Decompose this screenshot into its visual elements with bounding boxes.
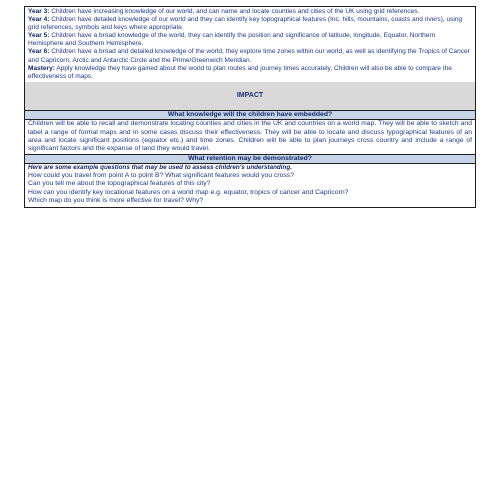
impact-header	[24, 82, 476, 111]
year-3-text: Children have increasing knowledge of our world, and can name and locate counties and cities of the UK using grid references.	[49, 8, 420, 15]
knowledge-body: Children will be able to recall and demonstrate locating counties and cities in the UK and countries on a world map. They will be able to sketch and label a range of formal maps and in some cases discuss their effectiveness. They will be able to locate and discuss typographical features of an area and locate significant positions (equator etc.) and time zones. Children will be able to plan journeys cross country and include a range of significant factors and the expanse of land they would travel.	[28, 120, 472, 153]
retention-question: Which map do you think is more effective for travel? Why?	[28, 197, 204, 205]
mastery-entry	[28, 65, 472, 81]
year-3-entry	[28, 8, 472, 16]
year-6-entry	[28, 48, 472, 64]
year-5-text: Children have a broad knowledge of the world, they can identify the position and significance of latitude, longitude, Equator, Northern Hemisphere and Southern Hemisphere.	[28, 32, 436, 48]
year-5-entry	[28, 32, 472, 48]
retention-question: Can you tell me about the topographical features of this city?	[28, 180, 211, 188]
mastery-text: Apply knowledge they have gained about the world to plan routes and journey times accurately. Children will also be able to compare the effectiveness of maps.	[28, 64, 452, 80]
year-3-label: Year 3:	[28, 8, 50, 15]
year-4-entry	[28, 16, 472, 32]
year-5-label: Year 5:	[28, 32, 50, 40]
retention-question: How could you travel from point A to point B? What significant features would you cross?	[28, 172, 294, 180]
mastery-label: Mastery:	[28, 64, 55, 72]
year-4-text: Children have detailed knowledge of our world and they can identify key topographical features (Inc. hills, mountains, coasts and rivers), using grid references, symbols and keys where appropriate.	[28, 16, 463, 32]
retention-intro: Here are some example questions that may be used to assess children's understanding.	[28, 164, 292, 172]
year-6-text: Children have a broad and detailed knowledge of the world, they explore time zones within our world, as well as identifying the Tropics of Cancer and Capricorn, Arctic and Antarctic Circle and the Prime/Greenwich Meridian.	[28, 48, 470, 64]
knowledge-heading: What knowledge will the children have embedded?	[25, 111, 475, 120]
retention-heading: What retention may be demonstrated?	[25, 154, 475, 164]
retention-question: How can you identify key locational features on a world map e.g. equator, tropics of cancer and Capricorn?	[28, 188, 349, 196]
year-6-label: Year 6:	[28, 48, 50, 56]
progression-cell	[24, 6, 476, 82]
impact-title: IMPACT	[236, 92, 264, 100]
document-table	[24, 6, 476, 208]
year-4-label: Year 4:	[28, 16, 50, 24]
knowledge-section	[24, 111, 476, 208]
